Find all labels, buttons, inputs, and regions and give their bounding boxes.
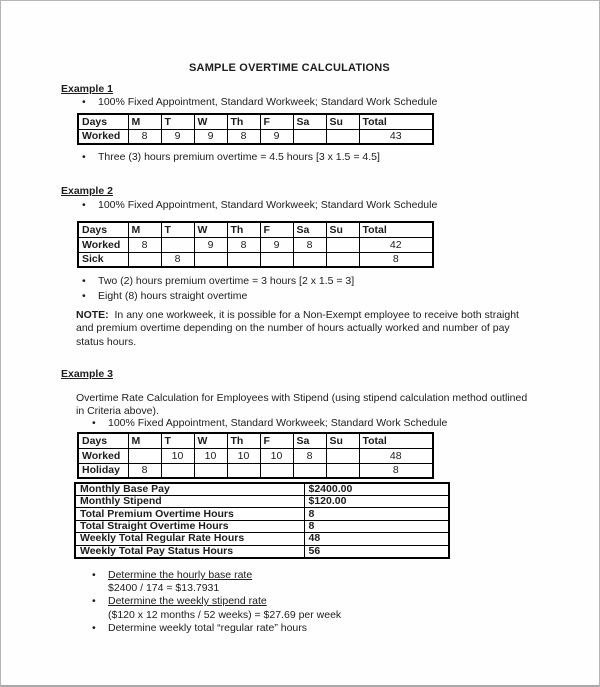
table-header-row [78,114,433,129]
note-line: and premium overtime depending on the number of hours actually worked and number of pay [76,322,510,335]
example3-heading: Example 3 [61,368,113,380]
column-header-thu: Th [227,222,260,237]
example3-bullet-appointment [92,417,447,429]
table-cell [194,252,227,267]
note-line [76,309,519,322]
summary-label: Weekly Total Pay Status Hours [75,545,304,558]
row-label: Worked [78,129,128,144]
column-header-tue: T [161,114,194,129]
table-cell [293,252,326,267]
column-header-thu: Th [227,114,260,129]
bullet-icon: • [82,199,86,211]
table-cell [227,252,260,267]
step-detail: ($120 x 12 months / 52 weeks) = $27.69 per week [108,609,342,621]
table-cell: 10 [194,448,227,463]
table-cell [326,252,359,267]
table-cell: 8 [293,448,326,463]
note-line: status hours. [76,335,137,348]
note-text: In any one workweek, it is possible for a Non-Exempt employee to receive both straight [114,309,519,321]
table-cell: 8 [128,237,161,252]
table-cell: 8 [128,463,161,478]
table-cell-total: 48 [359,448,433,463]
table-cell [326,129,359,144]
column-header-tue: T [161,222,194,237]
note-paragraph [76,309,519,349]
example2-bullet-premium [82,275,354,287]
step-hourly-base-rate [92,569,252,581]
summary-label: Total Straight Overtime Hours [75,520,304,532]
table-cell: 10 [161,448,194,463]
column-header-fri: F [260,222,293,237]
example1-bullet-appointment [82,96,437,108]
column-header-total: Total [359,114,433,129]
table-cell [128,448,161,463]
example2-bullet-appointment [82,199,437,211]
step-heading: Determine the weekly stipend rate [108,595,267,607]
example3-intro [76,392,527,419]
column-header-mon: M [128,114,161,129]
column-header-days: Days [78,433,128,448]
table-cell: 9 [260,129,293,144]
table-cell-total: 8 [359,463,433,478]
table-cell: 8 [161,252,194,267]
summary-label: Monthly Base Pay [75,483,304,496]
bullet-icon: • [82,275,86,287]
summary-label: Monthly Stipend [75,496,304,508]
example1-heading: Example 1 [61,83,113,95]
table-cell [161,237,194,252]
table-cell: 10 [227,448,260,463]
bullet-icon: • [82,96,86,108]
column-header-wed: W [194,114,227,129]
example1-days-table [77,113,434,145]
bullet-text: Three (3) hours premium overtime = 4.5 hours [3 x 1.5 = 4.5] [98,151,380,163]
table-cell: 9 [194,237,227,252]
summary-row [75,533,449,545]
example2-heading: Example 2 [61,185,113,197]
column-header-tue: T [161,433,194,448]
column-header-sun: Su [326,433,359,448]
bullet-icon: • [92,622,96,634]
table-cell: 9 [161,129,194,144]
column-header-sun: Su [326,222,359,237]
bullet-text: Two (2) hours premium overtime = 3 hours [2 x 1.5 = 3] [98,275,355,287]
summary-label: Weekly Total Regular Rate Hours [75,533,304,545]
step-heading: Determine weekly total “regular rate” hours [108,622,307,634]
table-cell [128,252,161,267]
row-label: Holiday [78,463,128,478]
bullet-icon: • [82,290,86,302]
bullet-icon: • [92,417,96,429]
summary-row [75,545,449,558]
page-title: SAMPLE OVERTIME CALCULATIONS [189,62,390,74]
column-header-thu: Th [227,433,260,448]
column-header-days: Days [78,114,128,129]
table-header-row [78,433,433,448]
table-row-worked [78,448,433,463]
summary-value: $120.00 [304,496,449,508]
column-header-sun: Su [326,114,359,129]
summary-row [75,508,449,520]
table-cell [293,463,326,478]
step-heading: Determine the hourly base rate [108,569,253,581]
example3-days-table [77,432,434,479]
summary-value: 8 [304,508,449,520]
bullet-text: 100% Fixed Appointment, Standard Workweek; Standard Work Schedule [108,417,448,429]
table-cell: 9 [260,237,293,252]
step-weekly-stipend-rate [92,595,267,607]
table-cell: 8 [128,129,161,144]
table-cell [326,463,359,478]
column-header-sat: Sa [293,222,326,237]
bullet-text: Eight (8) hours straight overtime [98,290,248,302]
table-cell [227,463,260,478]
row-label: Worked [78,448,128,463]
table-cell [326,448,359,463]
column-header-mon: M [128,433,161,448]
summary-row [75,496,449,508]
note-label: NOTE: [76,309,109,321]
column-header-total: Total [359,433,433,448]
row-label: Sick [78,252,128,267]
table-cell-total: 43 [359,129,433,144]
summary-value: 56 [304,545,449,558]
table-row-sick [78,252,433,267]
table-row-worked [78,237,433,252]
example2-bullet-straight [82,290,247,302]
table-cell: 9 [194,129,227,144]
table-row-holiday [78,463,433,478]
table-cell [194,463,227,478]
table-cell: 8 [227,129,260,144]
table-cell: 8 [293,237,326,252]
bullet-icon: • [92,595,96,607]
intro-line: in Criteria above). [76,405,159,418]
column-header-mon: M [128,222,161,237]
pay-summary-table [74,482,450,559]
table-cell [260,463,293,478]
column-header-sat: Sa [293,433,326,448]
column-header-wed: W [194,222,227,237]
table-cell-total: 42 [359,237,433,252]
step-weekly-regular-rate-hours [92,622,307,634]
bullet-icon: • [82,151,86,163]
column-header-total: Total [359,222,433,237]
column-header-wed: W [194,433,227,448]
row-label: Worked [78,237,128,252]
bullet-text: 100% Fixed Appointment, Standard Workweek; Standard Work Schedule [98,96,438,108]
intro-line: Overtime Rate Calculation for Employees with Stipend (using stipend calculation method outlined [76,392,528,404]
summary-value: $2400.00 [304,483,449,496]
table-cell-total: 8 [359,252,433,267]
example1-bullet-premium [82,151,380,163]
summary-value: 48 [304,533,449,545]
table-cell [293,129,326,144]
table-cell: 8 [227,237,260,252]
column-header-fri: F [260,433,293,448]
table-cell [326,237,359,252]
table-cell [161,463,194,478]
table-row-worked [78,129,433,144]
column-header-sat: Sa [293,114,326,129]
table-header-row [78,222,433,237]
column-header-fri: F [260,114,293,129]
summary-value: 8 [304,520,449,532]
example2-days-table [77,221,434,268]
step-detail: $2400 / 174 = $13.7931 [108,582,220,594]
summary-row [75,520,449,532]
summary-row [75,483,449,496]
summary-label: Total Premium Overtime Hours [75,508,304,520]
table-cell [260,252,293,267]
table-cell: 10 [260,448,293,463]
column-header-days: Days [78,222,128,237]
bullet-text: 100% Fixed Appointment, Standard Workweek; Standard Work Schedule [98,199,438,211]
bullet-icon: • [92,569,96,581]
